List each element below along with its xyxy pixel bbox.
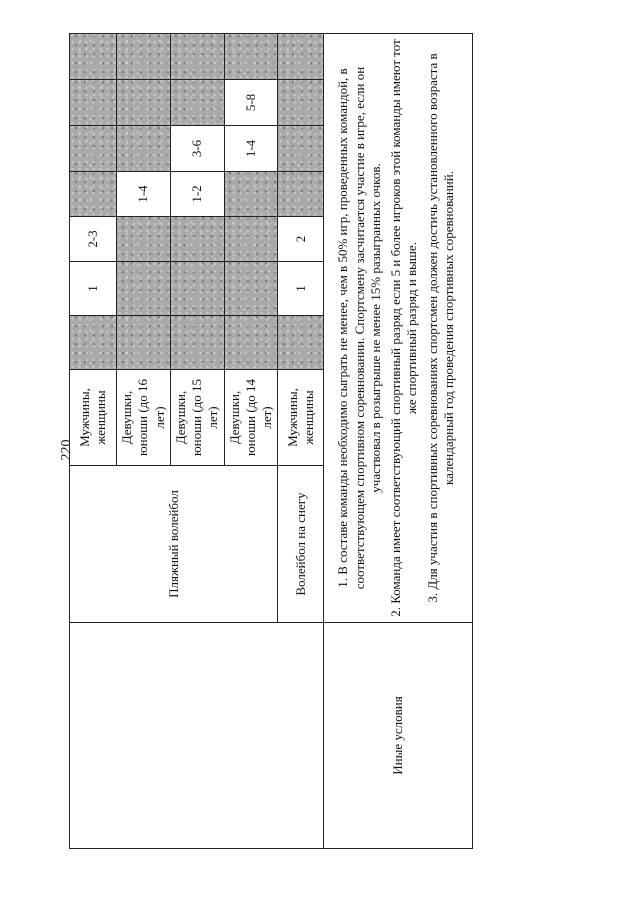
- table-cell: [224, 217, 278, 262]
- table-cell: [70, 172, 117, 217]
- table-cell: [278, 34, 324, 80]
- page-number: 220: [59, 439, 74, 461]
- table-cell: 5-8: [224, 80, 278, 126]
- table-cell: 1-2: [170, 172, 224, 217]
- table-cell: [70, 316, 117, 370]
- table-cell: [117, 262, 171, 316]
- category-cell: Девушки, юноши (до 14 лет): [224, 370, 278, 466]
- table-cell: [278, 80, 324, 126]
- table-cell: [70, 34, 117, 80]
- table-cell: 1-4: [117, 172, 171, 217]
- category-cell: Девушки, юноши (до 16 лет): [117, 370, 171, 466]
- table-cell: [224, 316, 278, 370]
- table-cell: 1: [278, 262, 324, 316]
- table-cell: [224, 34, 278, 80]
- table-cell: [117, 217, 171, 262]
- table-cell: 3-6: [170, 126, 224, 172]
- table-cell: [117, 316, 171, 370]
- empty-label-cell: [70, 623, 324, 849]
- discipline-beach-volleyball: Пляжный волейбол: [70, 466, 278, 623]
- table-cell: [224, 172, 278, 217]
- table-cell: [117, 80, 171, 126]
- condition-item: 2. Команда имеет соответствующий спортивный разряд если 5 и более игроков этой команды имеют тот же спортивный разряд и выше.: [388, 39, 420, 617]
- discipline-snow-volleyball: Волейбол на снегу: [278, 466, 324, 623]
- condition-item: 3. Для участия в спортивных соревнованиях спортсмен должен достичь установленного возраста в календарный год проведения спортивных соревнований.: [424, 53, 456, 603]
- table-cell: 1-4: [224, 126, 278, 172]
- other-conditions-label: Иные условия: [324, 623, 473, 849]
- table-cell: [278, 316, 324, 370]
- table-cell: [70, 80, 117, 126]
- table-cell: 2-3: [70, 217, 117, 262]
- table-cell: 1: [70, 262, 117, 316]
- table-cell: [170, 217, 224, 262]
- table-cell: [170, 80, 224, 126]
- table-cell: 2: [278, 217, 324, 262]
- table-cell: [170, 34, 224, 80]
- category-cell: Мужчины, женщины: [70, 370, 117, 466]
- table-row: [70, 34, 117, 849]
- table-cell: [278, 126, 324, 172]
- table-cell: [170, 316, 224, 370]
- table-row: [324, 34, 473, 849]
- table-cell: [117, 126, 171, 172]
- requirements-table-rotated: [69, 34, 456, 849]
- table-cell: [70, 126, 117, 172]
- table-cell: [170, 262, 224, 316]
- table-cell: [224, 262, 278, 316]
- category-cell: Девушки, юноши (до 15 лет): [170, 370, 224, 466]
- table-cell: [117, 34, 171, 80]
- other-conditions-text: [324, 34, 473, 623]
- condition-item: 1. В составе команды необходимо сыграть не менее, чем в 50% игр, проведенных командой, в соответствующем спортивном соревновании. Спортсмену засчитается участие в игре, если он участвовал в розыгрыше не менее 15% разыгранных очков.: [335, 66, 383, 590]
- category-cell: Мужчины, женщины: [278, 370, 324, 466]
- table-cell: [278, 172, 324, 217]
- requirements-table: [69, 33, 473, 849]
